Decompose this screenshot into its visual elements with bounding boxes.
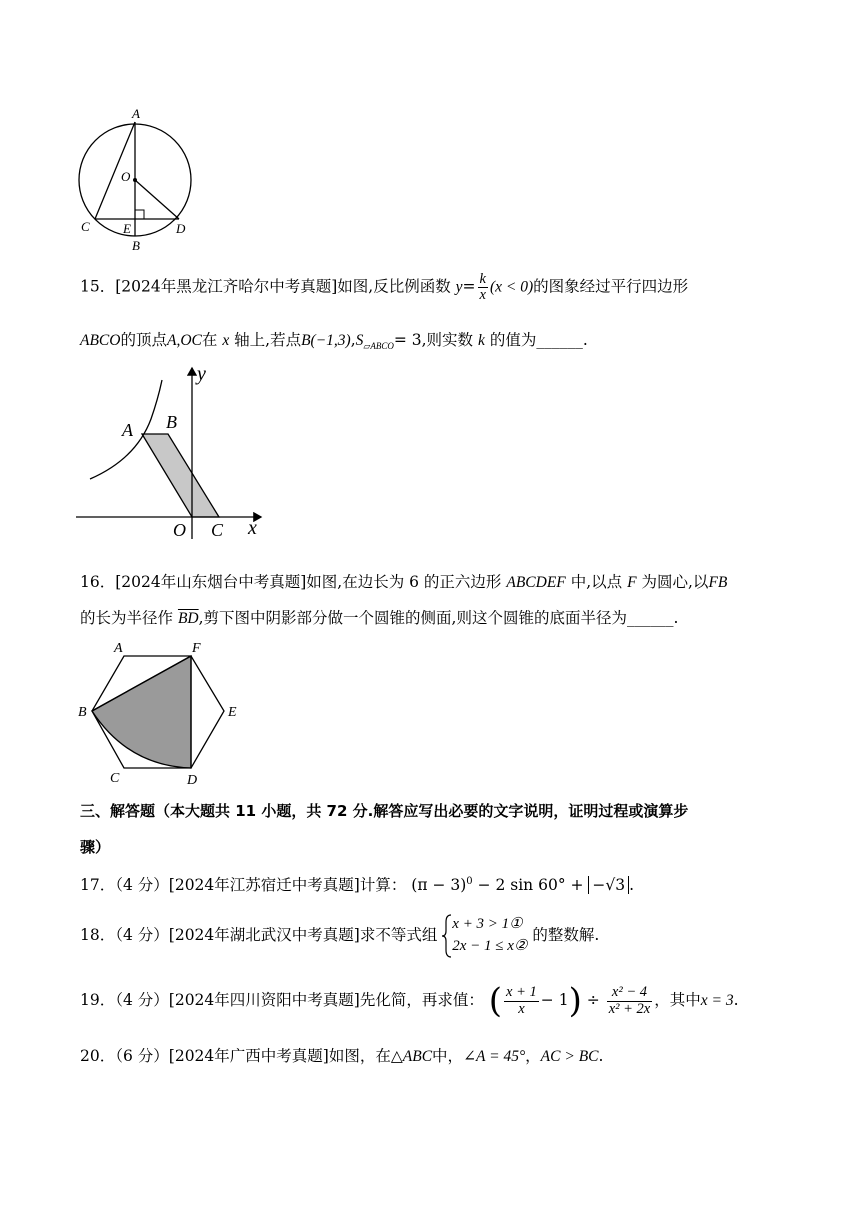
label-B: B [78,705,87,720]
axis-x-label: x [248,517,257,539]
q19: 19．（4 分）[2024年四川资阳中考真题]先化简，再求值： ( $\frac{x + 1}{x}$ − 1) ÷ $\frac{\text{x² − 4}}{\text{x² + 2x}}$ ，其中x = 3. [80,981,739,1021]
label-B: B [166,412,177,432]
q15-line2: ABCO的顶点A,OC在 x 轴上,若点$B(-1,3),S_{▱ABCO}= 3$,则实数 k 的值为______. [80,331,588,352]
label-E: E [228,705,237,720]
label-D: D [176,221,186,236]
figure-hexagon [76,638,246,788]
figure-hyperbola-parallelogram [76,364,276,544]
q16-line1: 16．[2024年山东烟台中考真题]如图,在边长为 6 的正六边形 ABCDEF 中,以点 F 为圆心,以FB [80,573,728,591]
label-A: A [122,420,133,440]
fraction-x-plus-1-over-x: $\frac{x + 1}{x}$ [506,984,537,1017]
fraction-quadratic: $\frac{\text{x² − 4}}{\text{x² + 2x}}$ [608,984,651,1017]
label-E: E [123,221,131,236]
q20: 20．（6 分）[2024年广西中考真题]如图，在△ABC中，∠A = 45°，AC > BC. [80,1047,604,1065]
figure-circle [70,100,200,256]
label-B: B [132,238,140,253]
q17: 17．（4 分）[2024年江苏宿迁中考真题]计算： $(\pi - 3)^0 - 2$ sin 60° + −√3 . [80,875,635,894]
q15-line1: 15．[2024年黑龙江齐哈尔中考真题]如图,反比例函数 y= $\frac{k}{x}$ (x < 0)的图象经过平行四边形 [80,271,689,304]
q16-line2: 的长为半径作 $\overline{BD}$,剪下图中阴影部分做一个圆锥的侧面,则这个圆锥的底面半径为______. [80,609,679,627]
label-A: A [132,106,140,121]
brace-icon [442,914,452,958]
label-C: C [211,520,224,540]
inequality-system: x + 3 > 1① 2x − 1 ≤ x② [452,916,528,954]
label-C: C [110,771,120,786]
label-F: F [192,641,201,656]
label-O: O [121,169,131,184]
label-O: O [173,520,186,540]
section-heading-cont: 骤） [80,838,111,856]
section-heading: 三、解答题（本大题共 11 小题，共 72 分.解答应写出必要的文字说明，证明过程或演算步 [80,802,689,820]
q18: 18．（4 分）[2024年湖北武汉中考真题]求不等式组 x + 3 > 1① 2x − 1 ≤ x② 的整数解. [80,914,599,958]
label-A: A [114,641,123,656]
axis-y-label: y [197,364,206,385]
fraction-k-over-x: $\frac{k}{x}$ [479,271,486,304]
label-D: D [187,773,198,788]
label-C: C [81,219,90,234]
